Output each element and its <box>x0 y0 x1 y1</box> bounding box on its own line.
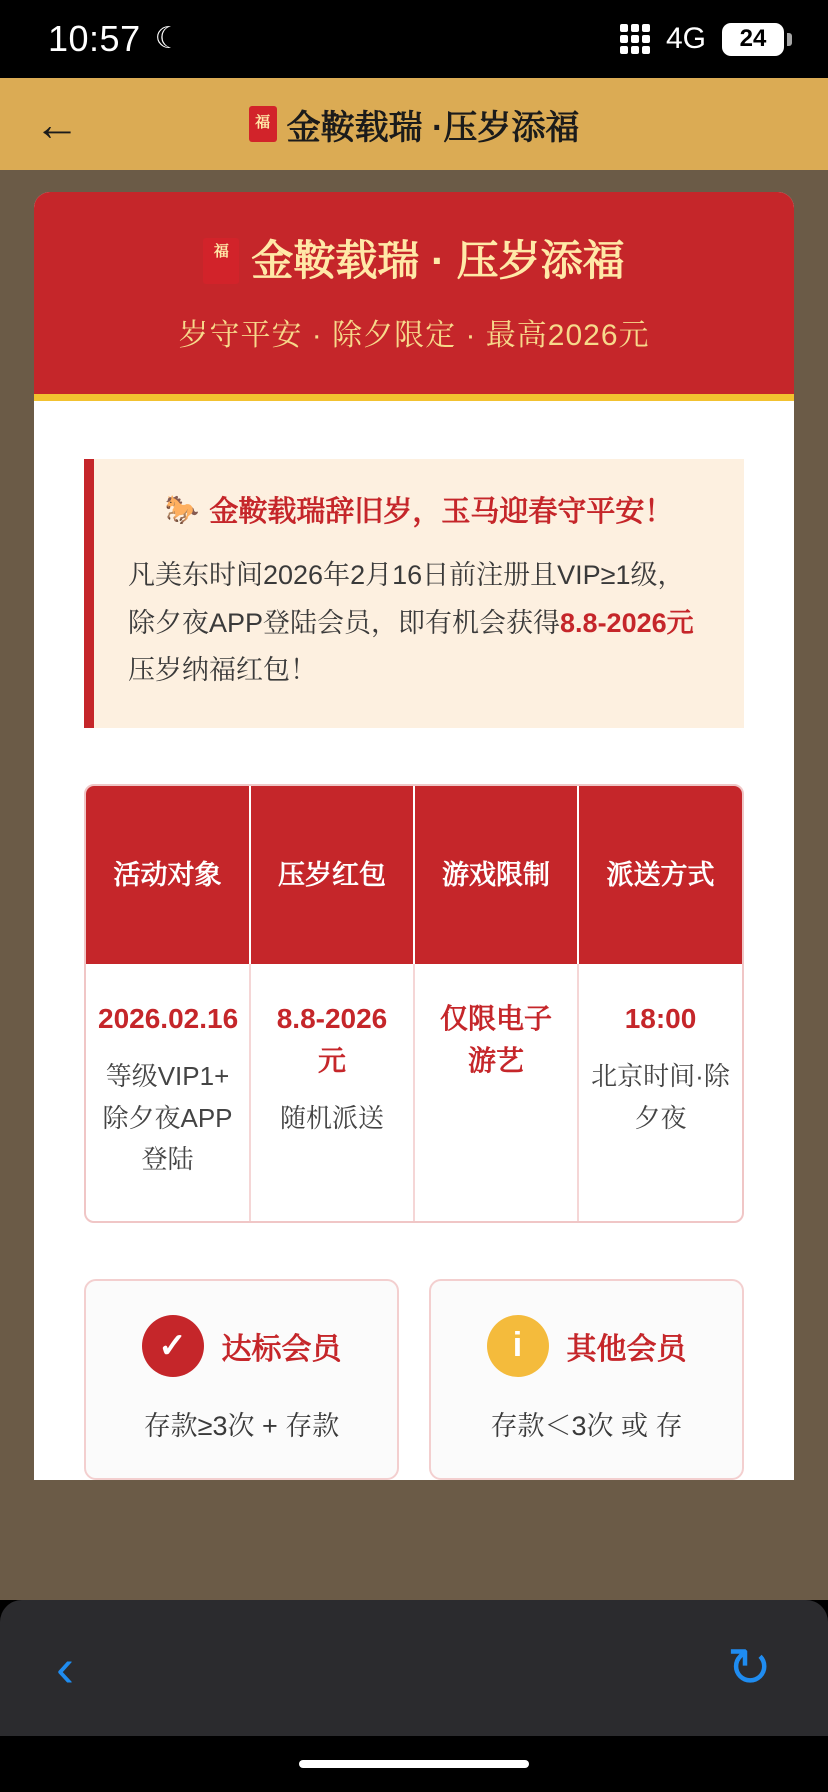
status-time: 10:57 <box>48 18 141 59</box>
notice-body-part2: 压岁纳福红包！ <box>128 654 317 685</box>
promo-body <box>34 401 794 1480</box>
notice-body-part1: 凡美东时间2026年2月16日前注册且VIP≥1级，除夕夜APP登陆会员，即有机会获得 <box>128 560 685 638</box>
page-content <box>0 170 828 1600</box>
signal-strength-icon <box>620 24 650 54</box>
table-cell-game-limit <box>414 964 578 1221</box>
other-member-head <box>451 1315 722 1377</box>
info-icon: i <box>487 1315 549 1377</box>
red-envelope-icon <box>249 106 277 142</box>
check-icon: ✓ <box>142 1315 204 1377</box>
horse-icon: 🐎 <box>164 494 200 526</box>
app-header <box>0 78 828 170</box>
qualified-member-text: 存款≥3次 + 存款 <box>143 1410 340 1441</box>
table-col-header: 活动对象 <box>86 786 250 964</box>
cell-text: 北京时间·除夕夜 <box>591 1061 730 1133</box>
table-cell-bonus <box>250 964 414 1221</box>
table-cell-target <box>86 964 250 1221</box>
home-indicator[interactable] <box>0 1736 828 1792</box>
notice-heading-text: 金鞍载瑞辞旧岁，玉马迎春守平安！ <box>209 496 674 529</box>
browser-toolbar <box>0 1600 828 1736</box>
page-title <box>0 100 828 149</box>
info-table-body <box>86 964 742 1221</box>
cell-highlight: 仅限电子游艺 <box>439 1003 552 1077</box>
back-arrow-icon[interactable]: ← <box>34 98 80 150</box>
table-row <box>86 964 742 1221</box>
banner-title-text: 金鞍载瑞 · 压岁添福 <box>251 237 625 284</box>
other-member-title: 其他会员 <box>566 1332 687 1366</box>
cell-highlight: 2026.02.16 <box>98 1003 239 1035</box>
other-member-box <box>429 1279 744 1480</box>
info-table <box>86 786 742 1221</box>
table-col-header: 派送方式 <box>578 786 742 964</box>
member-boxes <box>84 1279 744 1480</box>
browser-reload-icon[interactable]: ↻ <box>726 1638 772 1698</box>
cell-highlight: 8.8-2026元 <box>276 1003 388 1077</box>
cell-highlight: 18:00 <box>624 1003 697 1035</box>
browser-back-icon[interactable]: ‹ <box>56 1638 74 1698</box>
network-type-label: 4G <box>665 22 706 55</box>
info-table-wrapper <box>84 784 744 1223</box>
banner-title <box>54 236 774 286</box>
moon-icon: ☾ <box>154 22 182 55</box>
status-bar-right <box>620 22 784 56</box>
cell-text: 等级VIP1+ 除夕夜APP登陆 <box>102 1061 233 1175</box>
qualified-member-box <box>84 1279 399 1480</box>
qualified-member-head <box>106 1315 377 1377</box>
info-table-head <box>86 786 742 964</box>
red-envelope-icon <box>203 238 239 284</box>
notice-heading <box>128 489 710 530</box>
promo-card <box>34 192 794 1480</box>
battery-indicator: 24 <box>722 23 784 56</box>
table-cell-delivery <box>578 964 742 1221</box>
qualified-member-title: 达标会员 <box>221 1332 342 1366</box>
notice-body-highlight: 8.8-2026元 <box>560 607 694 638</box>
other-member-text: 存款＜3次 或 存 <box>490 1410 683 1441</box>
status-bar <box>0 0 828 78</box>
notice-body <box>128 552 710 694</box>
table-col-header: 压岁红包 <box>250 786 414 964</box>
table-col-header: 游戏限制 <box>414 786 578 964</box>
promo-banner <box>34 192 794 401</box>
banner-subtitle: 岁守平安 · 除夕限定 · 最高2026元 <box>178 319 650 353</box>
table-header-row <box>86 786 742 964</box>
cell-text: 随机派送 <box>279 1103 384 1134</box>
status-bar-left <box>48 18 182 60</box>
page-title-text: 金鞍载瑞 ·压岁添福 <box>286 108 580 147</box>
notice-block <box>84 459 744 728</box>
